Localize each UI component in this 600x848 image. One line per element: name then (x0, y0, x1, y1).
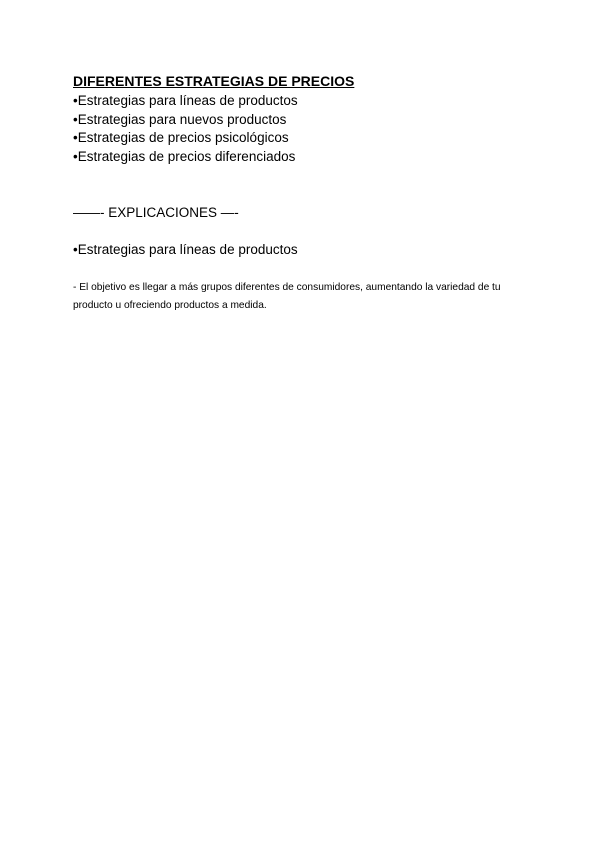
document-title: DIFERENTES ESTRATEGIAS DE PRECIOS (73, 73, 355, 89)
explanations-divider: ——- EXPLICACIONES —- (73, 205, 239, 220)
list-item: •Estrategias de precios diferenciados (73, 149, 296, 165)
list-item: •Estrategias para líneas de productos (73, 93, 298, 108)
section-heading: •Estrategias para líneas de productos (73, 242, 298, 257)
strategy-list (73, 92, 298, 167)
list-item: •Estrategias de precios psicológicos (73, 130, 289, 146)
section-paragraph: - El objetivo es llegar a más grupos diferentes de consumidores, aumentando la variedad de tu producto u ofreciendo productos a medida. (73, 282, 501, 311)
list-item: •Estrategias para nuevos productos (73, 111, 287, 127)
